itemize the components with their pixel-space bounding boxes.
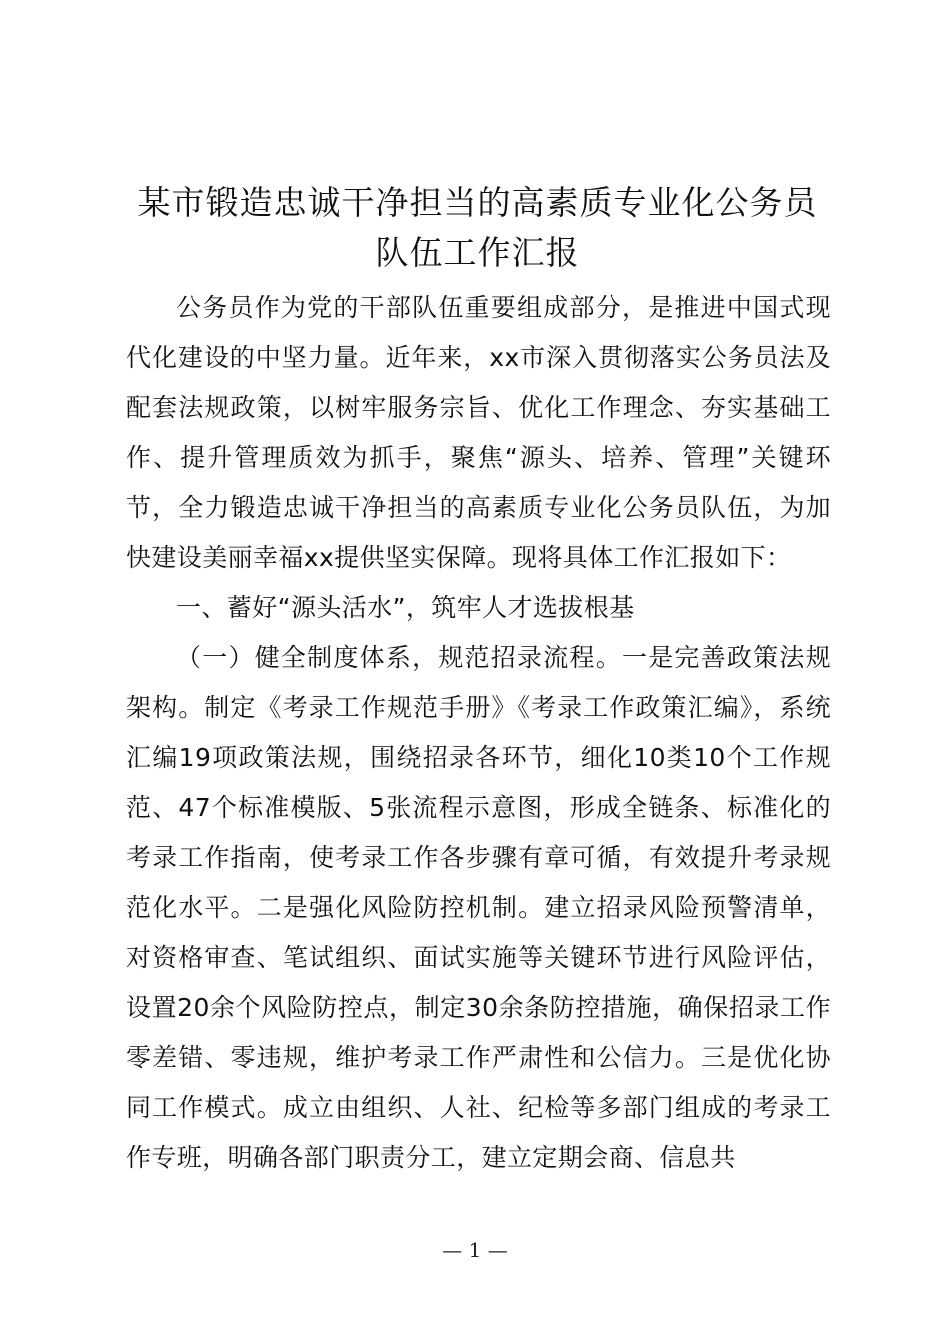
document-title — [110, 178, 845, 278]
title-line-2: 队伍工作汇报 — [375, 233, 580, 272]
document-body — [126, 283, 831, 1183]
section-heading: 一、蓄好“源头活水”，筑牢人才选拔根基 — [176, 593, 635, 622]
body-paragraph: （一）健全制度体系，规范招录流程。一是完善政策法规架构。制定《考录工作规范手册》《考录工作政策汇编》，系统汇编19项政策法规，围绕招录各环节，细化10类10个工作规范、47个标准模版、5张流程示意图，形成全链条、标准化的考录工作指南，使考录工作各步骤有章可循，有效提升考录规范化水平。二是强化风险防控机制。建立招录风险预警清单，对资格审查、笔试组织、面试实施等关键环节进行风险评估，设置20余个风险防控点，制定30余条防控措施，确保招录工作零差错、零违规，维护考录工作严肃性和公信力。三是优化协同工作模式。成立由组织、人社、纪检等多部门组成的考录工作专班，明确各部门职责分工，建立定期会商、信息共 — [126, 643, 831, 1172]
intro-paragraph: 公务员作为党的干部队伍重要组成部分，是推进中国式现代化建设的中坚力量。近年来，xx市深入贯彻落实公务员法及配套法规政策，以树牢服务宗旨、优化工作理念、夯实基础工作、提升管理质效为抓手，聚焦“源头、培养、管理”关键环节，全力锻造忠诚干净担当的高素质专业化公务员队伍，为加快建设美丽幸福xx提供坚实保障。现将具体工作汇报如下： — [126, 293, 831, 572]
title-line-1: 某市锻造忠诚干净担当的高素质专业化公务员 — [137, 183, 818, 222]
page-number: — 1 — — [442, 1238, 508, 1262]
